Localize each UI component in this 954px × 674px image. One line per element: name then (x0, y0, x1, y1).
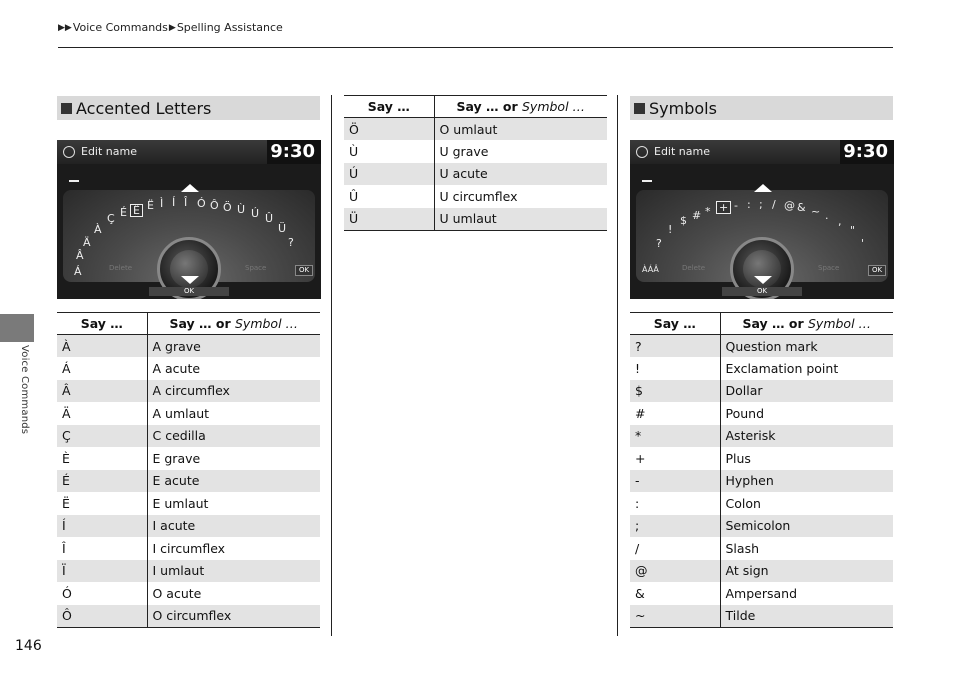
say-cell: Ö (344, 118, 434, 141)
arc-char: ' (861, 237, 865, 250)
arc-char-selected: Ê (130, 204, 143, 217)
arc-char: " (850, 224, 856, 237)
section-title: Accented Letters (76, 98, 212, 118)
description-cell: I umlaut (147, 560, 320, 583)
screen-title-bar (630, 140, 894, 164)
description-cell: E acute (147, 470, 320, 493)
table-row (630, 492, 893, 515)
description-cell: Slash (725, 540, 760, 556)
breadcrumb-arrows-icon: ▶▶ (58, 22, 72, 33)
table-row (630, 582, 893, 605)
space-label: Space (818, 264, 840, 272)
table-row (630, 470, 893, 493)
arc-char: ? (288, 236, 294, 249)
arc-char: É (120, 206, 127, 219)
arc-char: Ù (237, 203, 246, 216)
say-cell: Ù (344, 140, 434, 163)
delete-label: Delete (682, 264, 705, 272)
breadcrumb-separator-icon: ▶ (168, 22, 176, 33)
symbols-table (630, 312, 893, 628)
description-cell: I acute (147, 515, 320, 538)
arc-char: : (747, 198, 751, 211)
table-row (344, 163, 607, 186)
down-arrow-icon (181, 276, 199, 284)
table-row (344, 140, 607, 163)
say-cell: ; (630, 515, 720, 538)
arc-char: * (705, 205, 711, 218)
arc-char: Ü (278, 222, 287, 235)
table-row (57, 380, 320, 403)
arc-char: / (772, 198, 776, 211)
table-row (630, 380, 893, 403)
say-cell: : (630, 492, 720, 515)
description-cell: Pound (725, 405, 765, 421)
description-cell: Ampersand (725, 585, 798, 601)
delete-label: Delete (109, 264, 132, 272)
table-row (57, 582, 320, 605)
table-row (57, 560, 320, 583)
description-cell: Dollar (720, 380, 893, 403)
down-arrow-icon (754, 276, 772, 284)
accented-mode-label: ÀÁÂ (642, 265, 659, 274)
description-cell: U grave (439, 143, 489, 159)
arc-char: Î (184, 196, 188, 209)
say-cell: / (630, 537, 720, 560)
say-cell: Â (57, 380, 147, 403)
table-row (344, 185, 607, 208)
say-cell: À (57, 335, 147, 358)
breadcrumb (58, 21, 283, 34)
section-header-accented-letters (57, 96, 320, 120)
arc-char: Ú (251, 207, 260, 220)
arc-char: ; (759, 198, 763, 211)
say-cell: ! (630, 357, 720, 380)
say-cell: * (630, 425, 720, 448)
say-cell: Ô (57, 605, 147, 628)
side-tab-label: Voice Commands (19, 345, 30, 435)
column-header-say-or-symbol: Say … or Symbol … (434, 96, 607, 118)
column-header-say: Say … (344, 96, 434, 118)
say-cell: Á (57, 357, 147, 380)
table-row (57, 357, 320, 380)
header-rule (58, 47, 893, 48)
arc-char: . (825, 209, 829, 222)
ok-small-button: OK (868, 265, 886, 276)
table-row (344, 118, 607, 141)
table-row (630, 515, 893, 538)
ok-bar: OK (722, 287, 802, 296)
arc-char: Ä (83, 236, 91, 249)
section-title: Symbols (649, 98, 717, 118)
screen-title: Edit name (654, 145, 710, 158)
arc-char: Á (74, 265, 82, 278)
description-cell: A grave (147, 335, 320, 358)
description-cell: U umlaut (434, 208, 607, 231)
description-cell: A circumflex (147, 380, 320, 403)
up-arrow-icon (754, 184, 772, 192)
say-cell: Ë (57, 492, 147, 515)
table-row (630, 335, 893, 358)
arc-char: ~ (811, 205, 821, 218)
column-divider-right (617, 95, 618, 636)
up-arrow-icon (181, 184, 199, 192)
column-divider-left (331, 95, 332, 636)
arc-char: ? (656, 237, 662, 250)
table-row (57, 335, 320, 358)
breadcrumb-item-voice-commands[interactable]: Voice Commands (72, 21, 168, 34)
say-cell: Í (57, 515, 147, 538)
description-cell: C cedilla (147, 425, 320, 448)
table-row (630, 447, 893, 470)
say-cell: + (630, 447, 720, 470)
say-cell: È (57, 447, 147, 470)
text-cursor (642, 180, 652, 182)
table-row (630, 357, 893, 380)
table-row (630, 537, 893, 560)
table-row (630, 605, 893, 628)
description-cell: Exclamation point (725, 360, 839, 376)
say-cell: ? (630, 335, 720, 358)
table-row (630, 560, 893, 583)
description-cell: At sign (720, 560, 893, 583)
column-header-say: Say … (630, 313, 720, 335)
arc-char: Í (172, 196, 176, 209)
description-cell: E umlaut (152, 495, 209, 511)
arc-char: # (692, 209, 702, 222)
say-cell: Ú (344, 163, 434, 186)
column-header-say: Say … (57, 313, 147, 335)
description-cell: O circumflex (147, 605, 320, 628)
table-row (57, 515, 320, 538)
description-cell: Asterisk (720, 425, 893, 448)
ok-small-button: OK (295, 265, 313, 276)
description-cell: A acute (152, 360, 201, 376)
say-cell: Ü (344, 208, 434, 231)
arc-char: Ç (107, 212, 115, 225)
arc-char: , (838, 215, 842, 228)
say-cell: Û (344, 185, 434, 208)
arc-char: Ô (210, 199, 219, 212)
arc-char: Û (265, 212, 274, 225)
home-icon (636, 146, 648, 158)
say-cell: É (57, 470, 147, 493)
arc-char: Ó (197, 197, 206, 210)
arc-char-selected: + (716, 201, 731, 214)
table-row (57, 470, 320, 493)
arc-char: $ (680, 214, 687, 227)
column-header-say-or-symbol: Say … or Symbol … (147, 313, 320, 335)
description-cell: O umlaut (434, 118, 607, 141)
description-cell: O acute (152, 585, 202, 601)
table-row (630, 425, 893, 448)
description-cell: Tilde (720, 605, 893, 628)
section-square-icon (634, 103, 645, 114)
arc-char: À (94, 223, 102, 236)
page-number: 146 (15, 638, 42, 654)
say-cell: @ (630, 560, 720, 583)
section-square-icon (61, 103, 72, 114)
symbols-screen (630, 140, 894, 299)
table-row (57, 537, 320, 560)
text-cursor (69, 180, 79, 182)
say-cell: $ (630, 380, 720, 403)
say-cell: # (630, 402, 720, 425)
accented-letters-table-continued (344, 95, 607, 231)
description-cell: Semicolon (720, 515, 893, 538)
table-row (57, 402, 320, 425)
table-row (57, 425, 320, 448)
space-label: Space (245, 264, 267, 272)
say-cell: Ç (57, 425, 147, 448)
screen-title: Edit name (81, 145, 137, 158)
table-row (57, 492, 320, 515)
clock: 9:30 (843, 141, 888, 162)
say-cell: Ä (57, 402, 147, 425)
screen-title-bar (57, 140, 321, 164)
description-cell: E grave (152, 450, 201, 466)
table-row (344, 208, 607, 231)
column-header-say-or-symbol: Say … or Symbol … (720, 313, 893, 335)
accented-letters-screen (57, 140, 321, 299)
description-cell: I circumflex (152, 540, 226, 556)
ok-bar: OK (149, 287, 229, 296)
description-cell: U acute (434, 163, 607, 186)
accented-letters-table (57, 312, 320, 628)
side-tab-marker (0, 314, 34, 342)
arc-char: Ì (160, 197, 164, 210)
say-cell: Ó (57, 582, 147, 605)
arc-char: Ö (223, 201, 232, 214)
say-cell: - (630, 470, 720, 493)
home-icon (63, 146, 75, 158)
arc-char: Â (76, 249, 84, 262)
arc-char: Ë (147, 199, 154, 212)
description-cell: Plus (725, 450, 751, 466)
table-row (630, 402, 893, 425)
table-row (57, 447, 320, 470)
arc-char: ! (668, 223, 673, 236)
description-cell: Question mark (720, 335, 893, 358)
say-cell: Î (57, 537, 147, 560)
say-cell: Ï (57, 560, 147, 583)
arc-char: @ (784, 199, 795, 212)
arc-char: & (797, 201, 806, 214)
say-cell: & (630, 582, 720, 605)
section-header-symbols (630, 96, 893, 120)
clock: 9:30 (270, 141, 315, 162)
description-cell: Colon (725, 495, 761, 511)
description-cell: A umlaut (152, 405, 210, 421)
description-cell: Hyphen (720, 470, 893, 493)
breadcrumb-item-spelling-assistance[interactable]: Spelling Assistance (176, 21, 283, 34)
table-row (57, 605, 320, 628)
description-cell: U circumflex (439, 188, 518, 204)
arc-char: - (734, 199, 738, 212)
say-cell: ~ (630, 605, 720, 628)
